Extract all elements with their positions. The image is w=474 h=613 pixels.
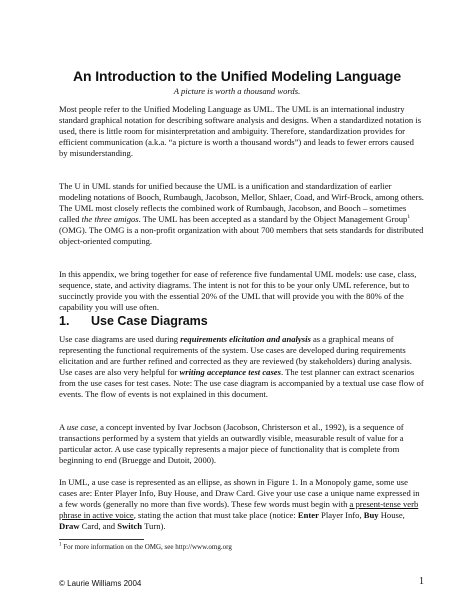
draw-verb: Draw [59,521,80,532]
switch-verb: Switch [117,521,143,532]
page-number: 1 [419,576,424,587]
unified-paragraph: The U in UML stands for unified because the UML is a unification and standardization of earlier modeling notations of Booch, Rumbaugh, Jacobson, Mellor, Shlaer, Coad, and Wirf-Brock, among others. The UML most closely reflects the combined work of Rumbaugh, Jacobson, and Booch – sometimes called the three amigos. The UML has been accepted as a standard by the Object Management Group$^1$ (OMG). The OMG is a non-profit organization with about 700 members that sets standards for distributed object-oriented computing. [59,181,424,247]
buy-verb: Buy [363,510,379,521]
enter-verb: Enter [297,510,319,521]
acceptance-test-term: writing acceptance test cases [179,367,281,378]
page-subtitle: A picture is worth a thousand words. [173,86,301,96]
use-case-diagrams-paragraph: Use case diagrams are used during requirements elicitation and analysis as a graphical means of representing the functional requirements of the system. Use cases are developed during requirements elicitation and are further refined and corrected as they are reviewed (by stakeholders) during analysis. Use cases are also very helpful for writing acceptance test cases. The test planner can extract scenarios from the use cases for test cases. Note: The use case diagram is accompanied by a textual use case flow of events. The flow of events is not explained in this document. [59,334,424,400]
use-case-naming-paragraph: In UML, a use case is represented as an ellipse, as shown in Figure 1. In a Monopoly game, some use cases are: Enter Player Info, Buy House, and Draw Card. Give your use case a unique name expressed in a few words (generally no more than five words). These few words must begin with a present-tense verb phrase in active voice, stating the action that must take place (notice: Enter Player Info, Buy House, Draw Card, and Switch Turn). [59,477,420,532]
intro-paragraph: Most people refer to the Unified Modeling Language as UML. The UML is an international industry standard graphical notation for describing software analysis and designs. When a standardized notation is used, there is little room for misinterpretation and ambiguity. Therefore, standardization provides for efficient communication (a.k.a. “a picture is worth a thousand words”) and leads to fewer errors caused by misunderstanding. [59,104,422,159]
section-heading [59,314,208,328]
section-title: Use Case Diagrams [91,314,208,328]
copyright-footer: © Laurie Williams 2004 [59,579,142,588]
footnote-divider [59,539,144,540]
requirements-elicitation-term: requirements elicitation and analysis [180,334,311,344]
footnote-text: For more information on the OMG, see http://www.omg.org [61,543,232,551]
footnote-marker: 1 [59,542,62,548]
appendix-paragraph: In this appendix, we bring together for ease of reference five fundamental UML models: use case, class, sequence, state, and activity diagrams. The intent is not for this to be your only UML reference, but to succinctly provide you with the essential 20% of the UML that will provide you with the 80% of the capability you will use often. [59,269,417,313]
verb-phrase-underlined: a present-tense verb phrase in active voice [59,499,419,521]
three-amigos-term: the three amigos [81,214,139,225]
section-number: 1. [59,314,70,328]
footnote-reference: 1 [407,214,411,221]
use-case-term: use case, [66,422,98,432]
use-case-definition-paragraph: A use case, a concept invented by Ivar Jocbson (Jacobson, Christerson et al., 1992), is a sequence of transactions performed by a system that yields an outwardly visible, measurable result of value for a particular actor. A use case typically represents a major piece of functionality that is complete from beginning to end (Bruegge and Dutoit, 2000). [59,422,404,466]
page-title: An Introduction to the Unified Modeling Language [72,68,402,84]
footnote [59,543,424,552]
